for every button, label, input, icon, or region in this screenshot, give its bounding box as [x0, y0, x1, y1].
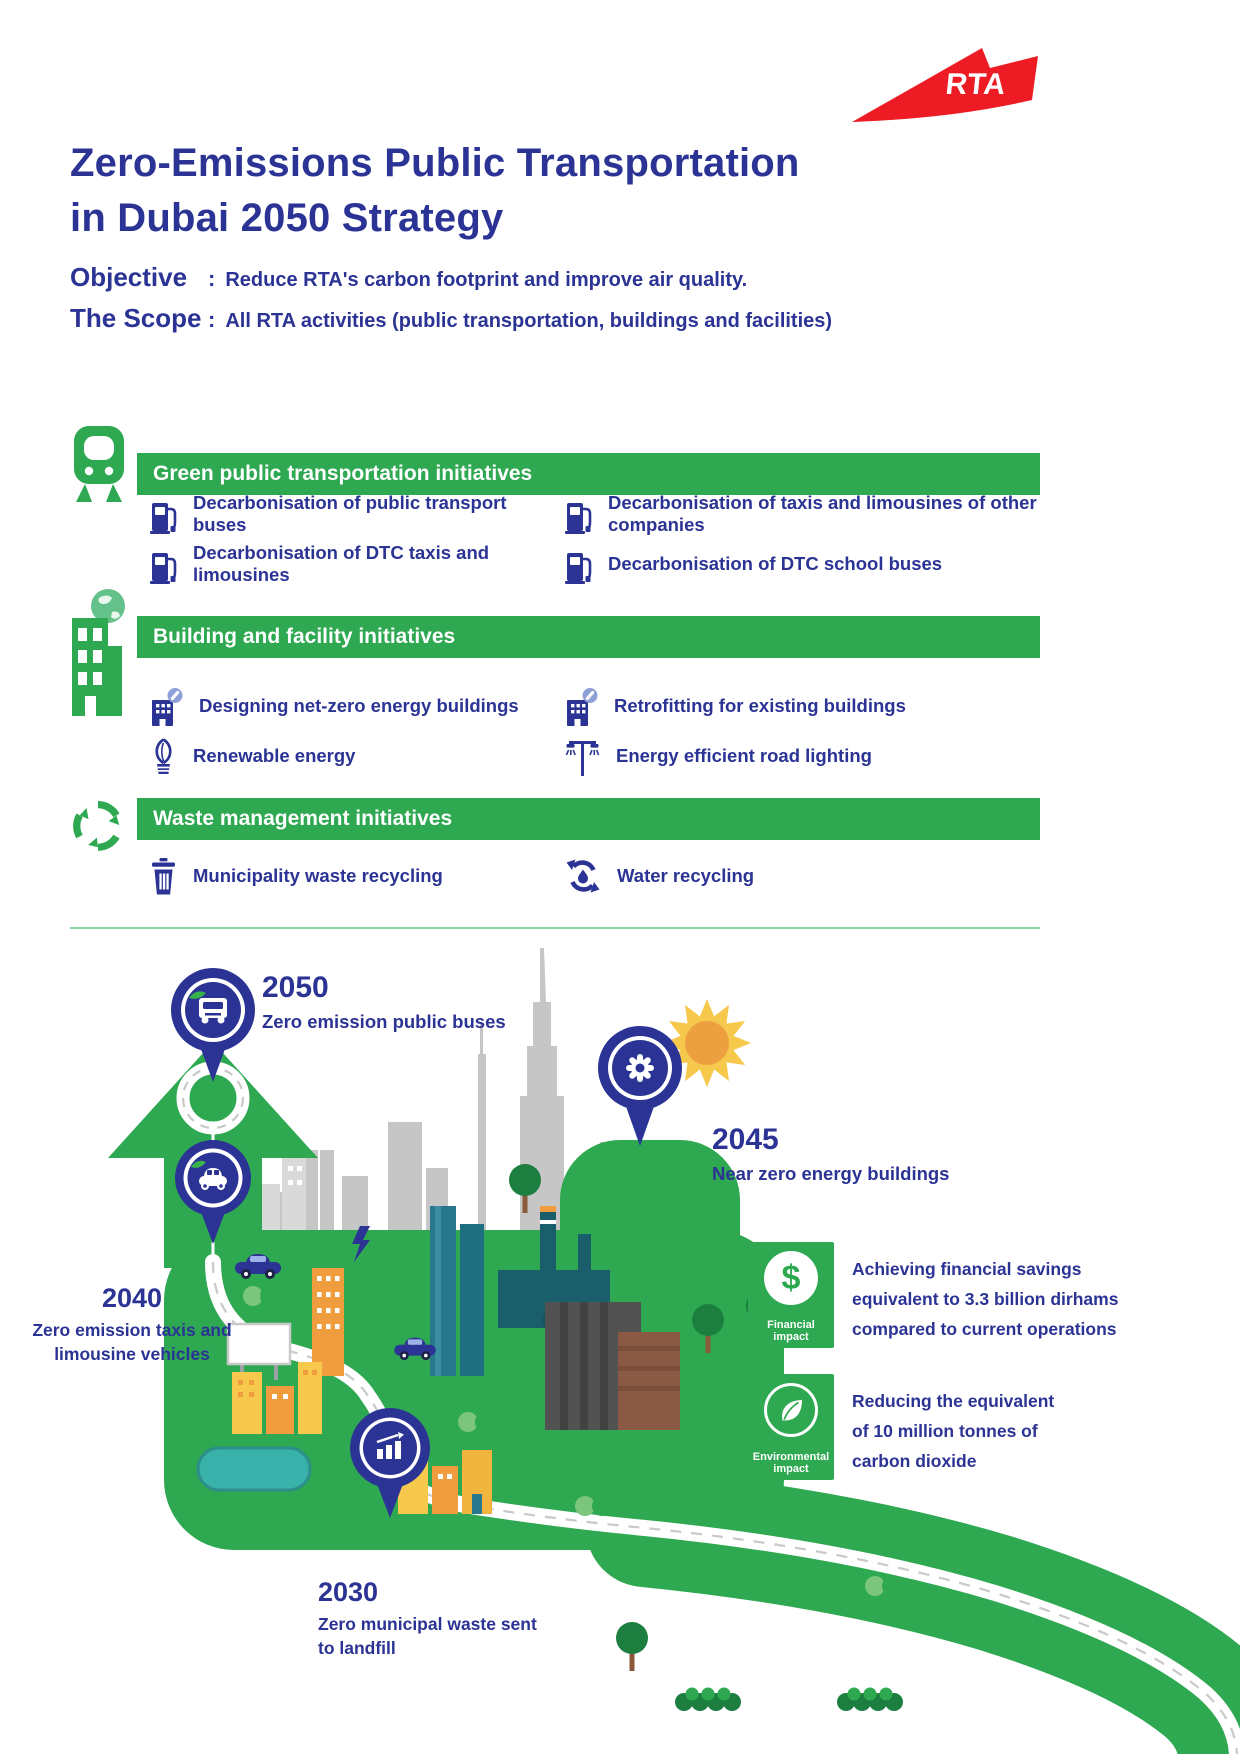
renewable-energy-icon — [150, 737, 177, 776]
initiative-item — [565, 542, 1040, 586]
financial-impact-text — [852, 1254, 1118, 1344]
environmental-impact-text — [852, 1386, 1054, 1476]
milestone-label-2050 — [262, 972, 506, 1034]
milestone-text: Zero municipal waste sent to landfill — [318, 1614, 537, 1659]
objective-row — [70, 262, 747, 293]
initiative-item — [150, 734, 565, 778]
page-title-line1: Zero-Emissions Public Transportation — [70, 141, 800, 185]
environmental-impact-badge: Environmental impact — [752, 1450, 830, 1475]
milestone-text: Near zero energy buildings — [712, 1162, 950, 1184]
financial-impact-badge: Financial impact — [767, 1318, 815, 1343]
scope-colon: : — [208, 307, 216, 332]
impact-line: equivalent to 3.3 billion dirhams — [852, 1289, 1119, 1309]
initiative-label: Retrofitting for existing buildings — [614, 695, 906, 716]
milestone-pin-2045 — [598, 1026, 682, 1146]
page-title-line2: in Dubai 2050 Strategy — [70, 196, 504, 240]
initiative-label: Energy efficient road lighting — [616, 745, 872, 766]
milestone-label-2045 — [712, 1124, 949, 1186]
initiative-item — [565, 492, 1040, 536]
gear-icon — [626, 1054, 654, 1082]
train-icon — [70, 424, 128, 504]
objective-colon: : — [208, 266, 216, 291]
fuel-pump-icon — [565, 545, 592, 584]
rta-logo-text: RTA — [944, 68, 1007, 101]
initiative-label: Decarbonisation of taxis and limousines of other companies — [608, 492, 1037, 535]
page-title — [70, 136, 800, 246]
net-zero-building-icon — [150, 687, 183, 726]
impact-line: Achieving financial savings — [852, 1259, 1082, 1279]
milestone-label-2030 — [318, 1578, 550, 1660]
initiative-item — [565, 684, 1040, 728]
green-corridor — [645, 1528, 1237, 1754]
section-banner-building: Building and facility initiatives — [137, 616, 1040, 658]
dollar-icon: $ — [764, 1251, 818, 1305]
environmental-impact-box — [748, 1374, 834, 1480]
scope-label: The Scope — [70, 303, 202, 333]
recycle-icon — [68, 794, 128, 856]
tree-icon — [616, 1622, 648, 1671]
financial-impact-box — [748, 1242, 834, 1348]
initiative-label: Designing net-zero energy buildings — [199, 695, 519, 716]
objective-text: Reduce RTA's carbon footprint and improve air quality. — [225, 269, 748, 291]
impact-line: carbon dioxide — [852, 1451, 977, 1471]
retrofit-building-icon — [565, 687, 598, 726]
initiative-label: Renewable energy — [193, 745, 356, 766]
impact-line: compared to current operations — [852, 1319, 1117, 1339]
milestone-pin-2050 — [171, 968, 255, 1082]
scope-row — [70, 303, 832, 334]
milestone-year: 2050 — [262, 971, 329, 1004]
section-items-building — [150, 684, 1040, 778]
initiative-item — [150, 492, 565, 536]
green-building-globe-icon — [66, 588, 128, 716]
initiative-label: Decarbonisation of DTC taxis and limousines — [193, 542, 490, 585]
impact-line: of 10 million tonnes of — [852, 1421, 1038, 1441]
milestone-text: Zero emission taxis and limousine vehicles — [32, 1320, 232, 1365]
hedge — [837, 1688, 903, 1712]
pond — [198, 1448, 310, 1490]
milestone-text: Zero emission public buses — [262, 1010, 506, 1032]
milestone-label-2040 — [28, 1284, 236, 1366]
objective-label: Objective — [70, 262, 188, 292]
leaf-icon — [764, 1383, 818, 1437]
initiative-label: Water recycling — [617, 865, 755, 886]
initiative-item — [565, 734, 1040, 778]
fuel-pump-icon — [150, 495, 177, 534]
rta-logo — [852, 42, 1038, 124]
initiative-item — [150, 542, 565, 586]
section-banner-transport: Green public transportation initiatives — [137, 453, 1040, 495]
initiative-label: Decarbonisation of public transport buses — [193, 492, 507, 535]
impact-line: Reducing the equivalent — [852, 1391, 1055, 1411]
initiative-label: Decarbonisation of DTC school buses — [608, 553, 943, 574]
initiative-item — [150, 684, 565, 728]
hedge — [675, 1688, 741, 1712]
section-banner-waste: Waste management initiatives — [137, 798, 1040, 840]
fuel-pump-icon — [565, 495, 592, 534]
section-items-transport — [150, 492, 1040, 586]
fuel-pump-icon — [150, 545, 177, 584]
initiative-label: Municipality waste recycling — [193, 865, 443, 886]
scope-text: All RTA activities (public transportation, buildings and facilities) — [225, 310, 833, 332]
milestone-year: 2040 — [101, 1283, 163, 1313]
milestone-year: 2045 — [712, 1123, 779, 1156]
road-lighting-icon — [565, 736, 600, 777]
milestone-year: 2030 — [318, 1577, 379, 1607]
